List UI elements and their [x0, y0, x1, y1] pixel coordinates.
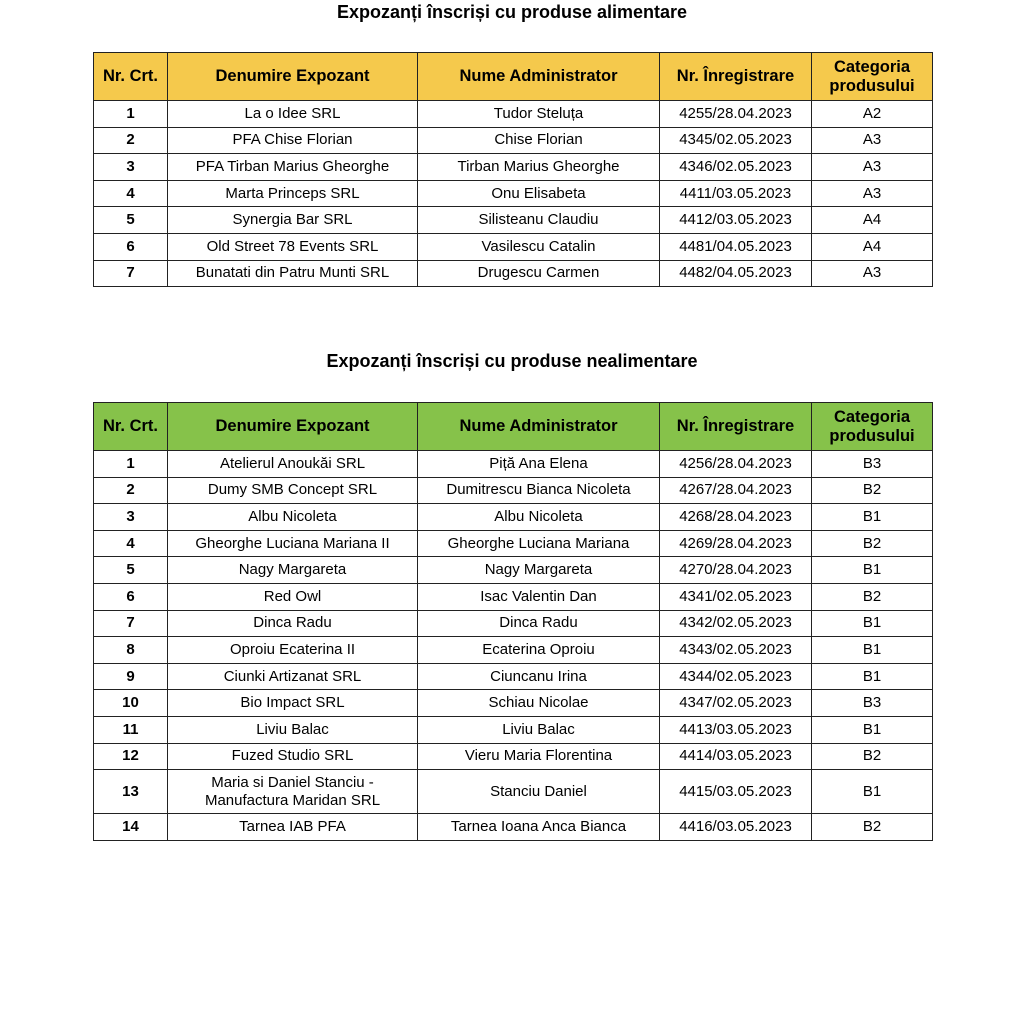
- cell-exhibitor: Ciunki Artizanat SRL: [168, 663, 418, 690]
- cell-admin: Stanciu Daniel: [418, 770, 660, 814]
- cell-nr: 7: [94, 260, 168, 287]
- cell-admin: Chise Florian: [418, 127, 660, 154]
- cell-exhibitor: Bunatati din Patru Munti SRL: [168, 260, 418, 287]
- cell-admin: Albu Nicoleta: [418, 504, 660, 531]
- cell-exhibitor: Oproiu Ecaterina II: [168, 637, 418, 664]
- cell-category: A3: [812, 260, 933, 287]
- table-row: [94, 530, 933, 557]
- cell-registration: 4416/03.05.2023: [660, 814, 812, 841]
- cell-category: A3: [812, 154, 933, 181]
- cell-nr: 5: [94, 557, 168, 584]
- cell-admin: Nagy Margareta: [418, 557, 660, 584]
- header-category: Categoria produsului: [812, 403, 933, 451]
- cell-exhibitor: Nagy Margareta: [168, 557, 418, 584]
- cell-category: B1: [812, 504, 933, 531]
- cell-nr: 6: [94, 233, 168, 260]
- cell-nr: 14: [94, 814, 168, 841]
- cell-registration: 4415/03.05.2023: [660, 770, 812, 814]
- cell-category: B2: [812, 530, 933, 557]
- cell-nr: 12: [94, 743, 168, 770]
- cell-registration: 4481/04.05.2023: [660, 233, 812, 260]
- cell-registration: 4268/28.04.2023: [660, 504, 812, 531]
- cell-registration: 4341/02.05.2023: [660, 583, 812, 610]
- cell-registration: 4347/02.05.2023: [660, 690, 812, 717]
- cell-nr: 13: [94, 770, 168, 814]
- cell-registration: 4267/28.04.2023: [660, 477, 812, 504]
- cell-registration: 4412/03.05.2023: [660, 207, 812, 234]
- table-row: [94, 610, 933, 637]
- cell-registration: 4345/02.05.2023: [660, 127, 812, 154]
- cell-category: B1: [812, 637, 933, 664]
- cell-exhibitor: Fuzed Studio SRL: [168, 743, 418, 770]
- cell-admin: Tarnea Ioana Anca Bianca: [418, 814, 660, 841]
- cell-registration: 4344/02.05.2023: [660, 663, 812, 690]
- table-header-row: [94, 403, 933, 451]
- cell-category: B3: [812, 451, 933, 478]
- cell-admin: Tudor Steluța: [418, 101, 660, 128]
- cell-exhibitor: PFA Chise Florian: [168, 127, 418, 154]
- cell-category: B3: [812, 690, 933, 717]
- cell-nr: 9: [94, 663, 168, 690]
- header-exhibitor: Denumire Expozant: [168, 53, 418, 101]
- cell-registration: 4256/28.04.2023: [660, 451, 812, 478]
- cell-exhibitor: Tarnea IAB PFA: [168, 814, 418, 841]
- cell-exhibitor: Red Owl: [168, 583, 418, 610]
- table-row: [94, 770, 933, 814]
- table-row: [94, 583, 933, 610]
- cell-registration: 4343/02.05.2023: [660, 637, 812, 664]
- table-row: [94, 690, 933, 717]
- food-exhibitors-title: Expozanți înscriși cu produse alimentare: [336, 2, 688, 22]
- cell-nr: 4: [94, 180, 168, 207]
- food-exhibitors-table: [93, 52, 933, 287]
- cell-nr: 2: [94, 477, 168, 504]
- cell-registration: 4270/28.04.2023: [660, 557, 812, 584]
- cell-registration: 4346/02.05.2023: [660, 154, 812, 181]
- cell-exhibitor: Gheorghe Luciana Mariana II: [168, 530, 418, 557]
- cell-category: B1: [812, 716, 933, 743]
- table-row: [94, 154, 933, 181]
- cell-nr: 4: [94, 530, 168, 557]
- cell-nr: 2: [94, 127, 168, 154]
- cell-category: B2: [812, 583, 933, 610]
- header-nr-crt: Nr. Crt.: [94, 53, 168, 101]
- cell-nr: 3: [94, 154, 168, 181]
- table-row: [94, 814, 933, 841]
- cell-admin: Schiau Nicolae: [418, 690, 660, 717]
- cell-registration: 4342/02.05.2023: [660, 610, 812, 637]
- cell-category: B2: [812, 814, 933, 841]
- nonfood-exhibitors-title: Expozanți înscriși cu produse nealimentare: [326, 351, 698, 371]
- header-admin: Nume Administrator: [418, 403, 660, 451]
- cell-category: B2: [812, 743, 933, 770]
- cell-exhibitor: Dumy SMB Concept SRL: [168, 477, 418, 504]
- table-row: [94, 451, 933, 478]
- table-row: [94, 180, 933, 207]
- cell-exhibitor: Bio Impact SRL: [168, 690, 418, 717]
- cell-exhibitor: La o Idee SRL: [168, 101, 418, 128]
- cell-category: A4: [812, 233, 933, 260]
- cell-admin: Silisteanu Claudiu: [418, 207, 660, 234]
- cell-admin: Piță Ana Elena: [418, 451, 660, 478]
- cell-category: B1: [812, 663, 933, 690]
- table-row: [94, 127, 933, 154]
- header-exhibitor: Denumire Expozant: [168, 403, 418, 451]
- table-row: [94, 101, 933, 128]
- cell-nr: 1: [94, 101, 168, 128]
- cell-admin: Drugescu Carmen: [418, 260, 660, 287]
- cell-nr: 1: [94, 451, 168, 478]
- cell-admin: Onu Elisabeta: [418, 180, 660, 207]
- cell-nr: 7: [94, 610, 168, 637]
- table-row: [94, 716, 933, 743]
- table-row: [94, 663, 933, 690]
- header-registration: Nr. Înregistrare: [660, 403, 812, 451]
- table-row: [94, 233, 933, 260]
- cell-nr: 11: [94, 716, 168, 743]
- cell-admin: Vieru Maria Florentina: [418, 743, 660, 770]
- header-nr-crt: Nr. Crt.: [94, 403, 168, 451]
- cell-registration: 4255/28.04.2023: [660, 101, 812, 128]
- table-row: [94, 207, 933, 234]
- cell-nr: 10: [94, 690, 168, 717]
- cell-exhibitor: Dinca Radu: [168, 610, 418, 637]
- cell-admin: Tirban Marius Gheorghe: [418, 154, 660, 181]
- cell-admin: Ecaterina Oproiu: [418, 637, 660, 664]
- table-row: [94, 260, 933, 287]
- cell-registration: 4413/03.05.2023: [660, 716, 812, 743]
- header-admin: Nume Administrator: [418, 53, 660, 101]
- cell-category: B1: [812, 770, 933, 814]
- table-header-row: [94, 53, 933, 101]
- cell-category: A2: [812, 101, 933, 128]
- cell-nr: 6: [94, 583, 168, 610]
- table-row: [94, 637, 933, 664]
- cell-registration: 4269/28.04.2023: [660, 530, 812, 557]
- cell-category: B2: [812, 477, 933, 504]
- cell-exhibitor: Old Street 78 Events SRL: [168, 233, 418, 260]
- cell-exhibitor: Albu Nicoleta: [168, 504, 418, 531]
- cell-admin: Isac Valentin Dan: [418, 583, 660, 610]
- table-row: [94, 743, 933, 770]
- cell-nr: 5: [94, 207, 168, 234]
- cell-nr: 8: [94, 637, 168, 664]
- cell-admin: Dinca Radu: [418, 610, 660, 637]
- cell-admin: Dumitrescu Bianca Nicoleta: [418, 477, 660, 504]
- cell-registration: 4411/03.05.2023: [660, 180, 812, 207]
- table-row: [94, 557, 933, 584]
- nonfood-exhibitors-table: [93, 402, 933, 841]
- cell-admin: Gheorghe Luciana Mariana: [418, 530, 660, 557]
- cell-exhibitor: Synergia Bar SRL: [168, 207, 418, 234]
- header-category: Categoria produsului: [812, 53, 933, 101]
- cell-exhibitor: Liviu Balac: [168, 716, 418, 743]
- cell-nr: 3: [94, 504, 168, 531]
- table-row: [94, 477, 933, 504]
- cell-exhibitor: PFA Tirban Marius Gheorghe: [168, 154, 418, 181]
- table-row: [94, 504, 933, 531]
- header-registration: Nr. Înregistrare: [660, 53, 812, 101]
- cell-registration: 4482/04.05.2023: [660, 260, 812, 287]
- cell-exhibitor: Marta Princeps SRL: [168, 180, 418, 207]
- cell-category: A4: [812, 207, 933, 234]
- cell-category: B1: [812, 557, 933, 584]
- cell-registration: 4414/03.05.2023: [660, 743, 812, 770]
- cell-admin: Ciuncanu Irina: [418, 663, 660, 690]
- cell-category: A3: [812, 127, 933, 154]
- cell-category: B1: [812, 610, 933, 637]
- cell-admin: Vasilescu Catalin: [418, 233, 660, 260]
- cell-admin: Liviu Balac: [418, 716, 660, 743]
- cell-exhibitor: Atelierul Anoukăi SRL: [168, 451, 418, 478]
- cell-category: A3: [812, 180, 933, 207]
- cell-exhibitor: Maria si Daniel Stanciu - Manufactura Maridan SRL: [168, 770, 418, 814]
